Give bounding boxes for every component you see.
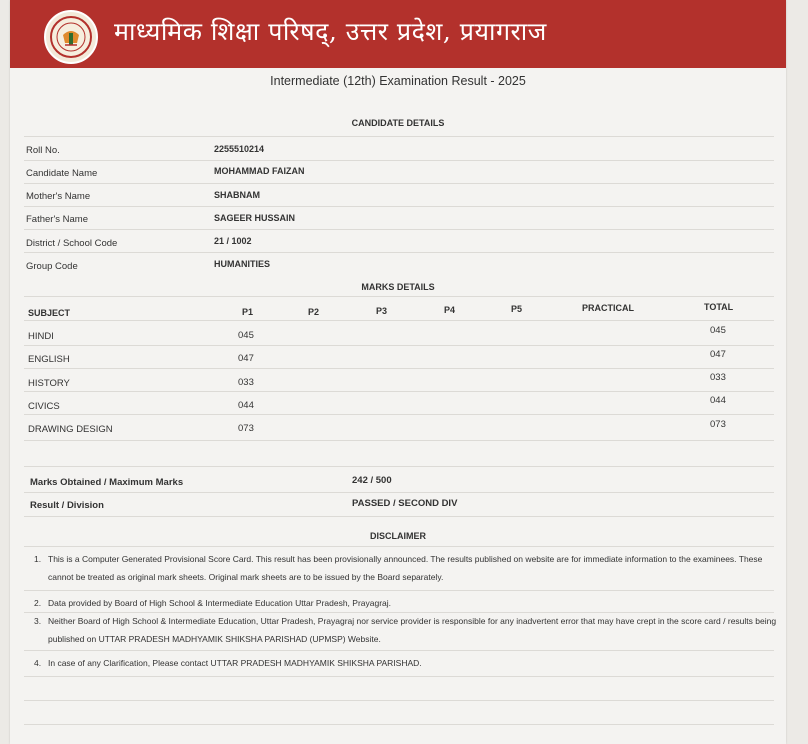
civics-total: 044 (710, 395, 726, 406)
subject-hindi: HINDI (28, 331, 54, 342)
mother-name-label: Mother's Name (26, 191, 91, 202)
subject-civics: CIVICS (28, 401, 60, 412)
roll-no-value: 2255510214 (214, 144, 265, 154)
board-logo-icon (44, 10, 98, 64)
english-p1: 047 (238, 353, 254, 364)
disclaimer-item-3 (34, 612, 779, 648)
marks-obtained-label: Marks Obtained / Maximum Marks (30, 477, 184, 488)
result-division-value: PASSED / SECOND DIV (352, 498, 458, 509)
exam-title: Intermediate (12th) Examination Result - 2025 (270, 74, 526, 88)
drawing-design-p1: 073 (238, 423, 254, 434)
group-code-value: HUMANITIES (214, 259, 270, 269)
candidate-name-label: Candidate Name (26, 168, 98, 179)
col-practical: PRACTICAL (582, 303, 634, 313)
roll-no-label: Roll No. (26, 145, 60, 156)
disclaimer-item-1 (34, 550, 779, 586)
disclaimer-item-3-num: 3. (34, 616, 42, 626)
hindi-p1: 045 (238, 330, 254, 341)
col-subject: SUBJECT (28, 308, 71, 318)
father-name-label: Father's Name (26, 214, 89, 225)
marks-details-heading: MARKS DETAILS (361, 282, 435, 292)
col-p4: P4 (444, 305, 456, 315)
district-school-code-label: District / School Code (26, 238, 118, 249)
result-division-label: Result / Division (30, 500, 104, 511)
subject-drawing-design: DRAWING DESIGN (28, 424, 113, 435)
disclaimer-item-2-num: 2. (34, 598, 42, 608)
drawing-design-total: 073 (710, 419, 726, 430)
english-total: 047 (710, 349, 726, 360)
district-school-code-value: 21 / 1002 (214, 236, 252, 246)
disclaimer-item-1-text: This is a Computer Generated Provisional Score Card. This result has been provisionally announced. The results published on website are for immediate information to the examinees. These cannot be treated as original mark sheets. Original mark sheets are to be issued by the Board separately. (48, 554, 763, 582)
disclaimer-item-2 (34, 594, 779, 612)
header-banner (10, 0, 786, 68)
disclaimer-item-3-text: Neither Board of High School & Intermediate Education, Uttar Pradesh, Prayagraj nor service provider is responsible for any inadvertent error that may have crept in the score card / results being published on UTTAR PRADESH MADHYAMIK SHIKSHA PARISHAD (UPMSP) Website. (48, 616, 777, 644)
org-name: माध्यमिक शिक्षा परिषद्, उत्तर प्रदेश, प्रयागराज (114, 17, 547, 46)
civics-p1: 044 (238, 400, 254, 411)
group-code-label: Group Code (26, 261, 78, 272)
col-total: TOTAL (704, 302, 734, 312)
marks-obtained-value: 242 / 500 (352, 475, 392, 486)
candidate-details-heading: CANDIDATE DETAILS (351, 118, 445, 128)
subject-history: HISTORY (28, 378, 70, 389)
candidate-name-value: MOHAMMAD FAIZAN (214, 166, 305, 176)
disclaimer-item-4-text: In case of any Clarification, Please contact UTTAR PRADESH MADHYAMIK SHIKSHA PARISHAD. (48, 658, 422, 668)
disclaimer-item-2-text: Data provided by Board of High School & Intermediate Education Uttar Pradesh, Prayagraj. (48, 598, 392, 608)
result-sheet (10, 0, 786, 744)
col-p1: P1 (242, 307, 254, 317)
col-p2: P2 (308, 307, 320, 317)
father-name-value: SAGEER HUSSAIN (214, 213, 296, 223)
disclaimer-heading: DISCLAIMER (370, 531, 426, 541)
hindi-total: 045 (710, 325, 726, 336)
disclaimer-item-4-num: 4. (34, 658, 42, 668)
mother-name-value: SHABNAM (214, 190, 260, 200)
disclaimer-item-1-num: 1. (34, 554, 42, 564)
subject-english: ENGLISH (28, 354, 70, 365)
col-p5: P5 (511, 304, 523, 314)
col-p3: P3 (376, 306, 388, 316)
disclaimer-item-4 (34, 654, 779, 672)
history-total: 033 (710, 372, 726, 383)
history-p1: 033 (238, 377, 254, 388)
